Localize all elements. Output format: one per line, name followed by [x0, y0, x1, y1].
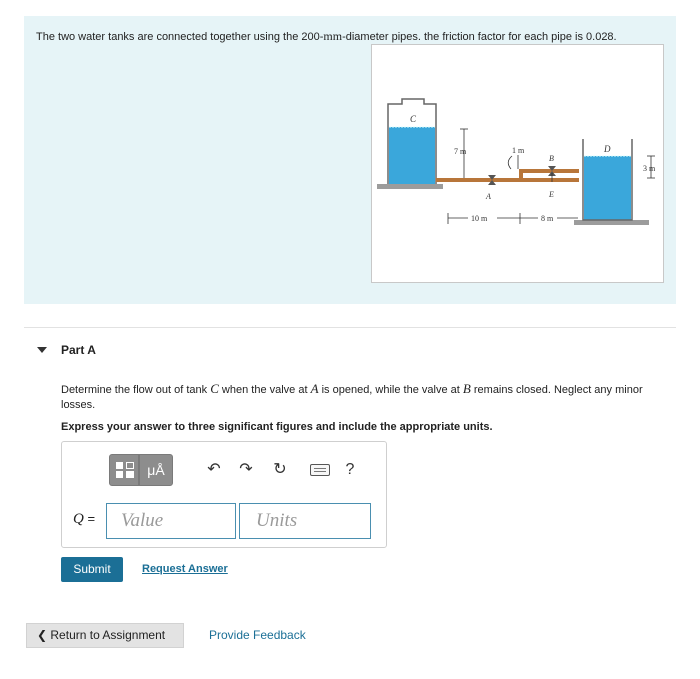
request-answer-link[interactable]: Request Answer: [142, 563, 228, 575]
tank-diagram: [372, 45, 665, 284]
templates-button[interactable]: [109, 454, 139, 486]
ground-c: [377, 184, 443, 189]
part-title[interactable]: Part A: [61, 343, 96, 357]
provide-feedback-link[interactable]: Provide Feedback: [209, 628, 306, 642]
templates-icon: [116, 462, 134, 478]
dim-7m-label: 7 m: [454, 147, 467, 156]
label-d: D: [604, 144, 611, 154]
pipe-lower: [436, 178, 579, 182]
redo-icon[interactable]: ↷: [239, 461, 253, 478]
label-e: E: [549, 190, 554, 199]
dim-8m-label: 8 m: [541, 214, 554, 223]
label-a: A: [486, 192, 491, 201]
keyboard-icon[interactable]: [310, 464, 330, 476]
dim-3m-label: 3 m: [643, 164, 656, 173]
figure-tanks: [371, 44, 664, 283]
answer-instruction: Express your answer to three significant figures and include the appropriate units.: [61, 421, 493, 433]
help-icon[interactable]: ?: [345, 461, 355, 478]
dim-10m-label: 10 m: [471, 214, 488, 223]
problem-text: The two water tanks are connected together using the 200-mm-diameter pipes. the friction factor for each pipe is 0.028.: [36, 29, 617, 43]
pipe-riser: [519, 169, 523, 182]
answer-variable-label: Q =: [73, 511, 96, 527]
tank-c-water: [389, 127, 435, 184]
dim-1m-label: 1 m: [512, 146, 525, 155]
value-input[interactable]: Value: [106, 503, 236, 539]
answer-panel: [61, 441, 387, 548]
unit-mm: mm: [323, 29, 343, 43]
undo-icon[interactable]: ↶: [207, 461, 221, 478]
pipe-upper: [520, 169, 579, 173]
tank-d-water: [584, 156, 631, 220]
part-divider: [24, 327, 676, 328]
reset-icon[interactable]: ↻: [273, 461, 287, 478]
problem-statement: [24, 16, 676, 304]
question-text: Determine the flow out of tank C when the valve at A is opened, while the valve at B remains closed. Neglect any minor losses.: [61, 381, 643, 411]
label-c: C: [409, 114, 417, 124]
submit-button[interactable]: Submit: [61, 557, 123, 582]
caret-down-icon[interactable]: [37, 347, 47, 353]
return-to-assignment-button[interactable]: ❮ Return to Assignment: [26, 623, 184, 648]
units-input[interactable]: Units: [239, 503, 371, 539]
symbols-button[interactable]: μÅ: [139, 454, 173, 486]
label-b: B: [549, 154, 554, 163]
